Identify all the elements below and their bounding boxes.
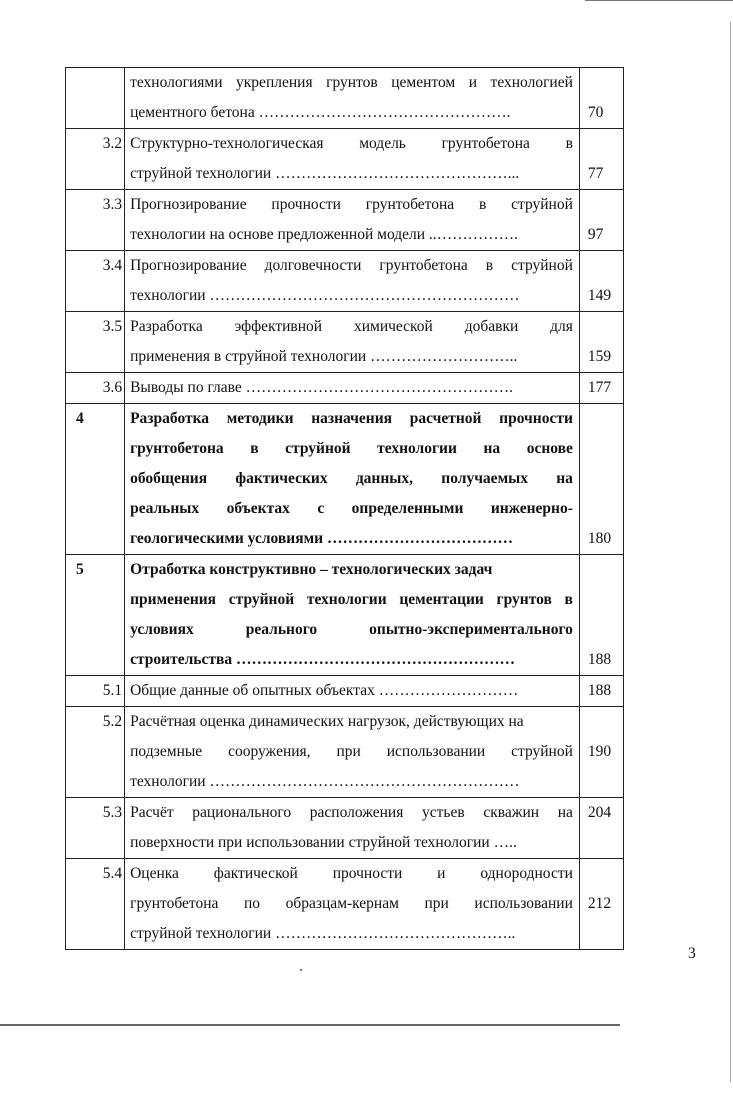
title-line: Расчёт рационального расположения устьев скважин на xyxy=(130,804,573,821)
title-line: подземные сооружения, при использовании струйной xyxy=(130,743,573,760)
scan-edge-right xyxy=(730,22,731,1082)
title-line: Прогнозирование долговечности грунтобетона в струйной xyxy=(130,257,573,274)
section-title xyxy=(125,129,580,190)
section-number: 5.4 xyxy=(66,859,125,950)
chapter-number: 4 xyxy=(66,404,125,555)
page-ref: 188 xyxy=(579,555,623,676)
title-line: Разработка эффективной химической добавки для xyxy=(130,318,573,335)
toc-row xyxy=(66,859,624,950)
section-title xyxy=(125,676,580,707)
toc-row xyxy=(66,676,624,707)
title-line: обобщения фактических данных, получаемых на xyxy=(130,470,573,487)
scan-edge-bottom xyxy=(0,1024,620,1026)
toc-row xyxy=(66,312,624,373)
toc-row xyxy=(66,68,624,129)
page-ref: 177 xyxy=(579,373,623,404)
section-title xyxy=(125,859,580,950)
page-ref: 97 xyxy=(579,190,623,251)
page-ref: 159 xyxy=(579,312,623,373)
title-line: технологиями укрепления грунтов цементом и технологией xyxy=(130,74,573,91)
title-line: Прогнозирование прочности грунтобетона в струйной xyxy=(130,196,573,213)
section-number xyxy=(66,68,125,129)
scan-speck xyxy=(300,969,302,971)
title-line: струйной технологии ……………………………………….. xyxy=(130,925,516,942)
title-line: Разработка методики назначения расчетной прочности xyxy=(130,410,573,427)
title-line: Отработка конструктивно – технологических задач xyxy=(130,561,493,578)
section-number: 5.1 xyxy=(66,676,125,707)
section-title xyxy=(125,251,580,312)
section-number: 3.2 xyxy=(66,129,125,190)
title-line: струйной технологии ………………………………………... xyxy=(130,165,520,182)
title-line: технологии …………………………………………………… xyxy=(130,773,520,790)
title-line: Структурно-технологическая модель грунтобетона в xyxy=(130,135,573,152)
section-number: 3.3 xyxy=(66,190,125,251)
section-number: 3.4 xyxy=(66,251,125,312)
title-line: Общие данные об опытных объектах ……………………… xyxy=(130,682,519,699)
title-line: геологическими условиями ……………………………… xyxy=(130,530,513,547)
toc-row xyxy=(66,798,624,859)
title-line: строительства ……………………………………………… xyxy=(130,651,515,668)
page-ref: 188 xyxy=(579,676,623,707)
title-line: применения в струйной технологии ……………………….. xyxy=(130,348,518,365)
page-ref: 204 xyxy=(579,798,623,859)
page-ref: 190 xyxy=(579,707,623,798)
section-title xyxy=(125,68,580,129)
title-line: технологии на основе предложенной модели ..……………. xyxy=(130,226,519,243)
section-title xyxy=(125,707,580,798)
title-line: Оценка фактической прочности и однородности xyxy=(130,865,573,882)
section-number: 5.2 xyxy=(66,707,125,798)
page-ref: 212 xyxy=(579,859,623,950)
section-title xyxy=(125,312,580,373)
title-line: грунтобетона в струйной технологии на основе xyxy=(130,440,573,457)
page-number: 3 xyxy=(688,945,696,962)
toc-row xyxy=(66,251,624,312)
toc-chapter-row xyxy=(66,404,624,555)
toc-row xyxy=(66,129,624,190)
section-title xyxy=(125,190,580,251)
section-number: 3.5 xyxy=(66,312,125,373)
section-title xyxy=(125,373,580,404)
section-number: 5.3 xyxy=(66,798,125,859)
chapter-title xyxy=(125,555,580,676)
chapter-number: 5 xyxy=(66,555,125,676)
title-line: Расчётная оценка динамических нагрузок, действующих на xyxy=(130,713,524,730)
title-line: Выводы по главе ……………………………………………. xyxy=(130,379,513,396)
toc-row xyxy=(66,707,624,798)
scan-edge-top xyxy=(585,0,733,1)
page-ref: 149 xyxy=(579,251,623,312)
title-line: цементного бетона …………………………………………. xyxy=(130,104,511,121)
page-ref: 70 xyxy=(579,68,623,129)
title-line: поверхности при использовании струйной технологии ….. xyxy=(130,834,517,851)
toc-row xyxy=(66,190,624,251)
page-ref: 180 xyxy=(579,404,623,555)
title-line: применения струйной технологии цементации грунтов в xyxy=(130,591,573,608)
page-ref: 77 xyxy=(579,129,623,190)
title-line: условиях реального опытно-экспериментального xyxy=(130,621,573,638)
toc-table xyxy=(65,67,624,950)
toc-row xyxy=(66,373,624,404)
title-line: реальных объектах с определенными инженерно- xyxy=(130,500,573,517)
toc-chapter-row xyxy=(66,555,624,676)
title-line: технологии …………………………………………………… xyxy=(130,287,520,304)
section-title xyxy=(125,798,580,859)
section-number: 3.6 xyxy=(66,373,125,404)
chapter-title xyxy=(125,404,580,555)
title-line: грунтобетона по образцам-кернам при использовании xyxy=(130,895,573,912)
